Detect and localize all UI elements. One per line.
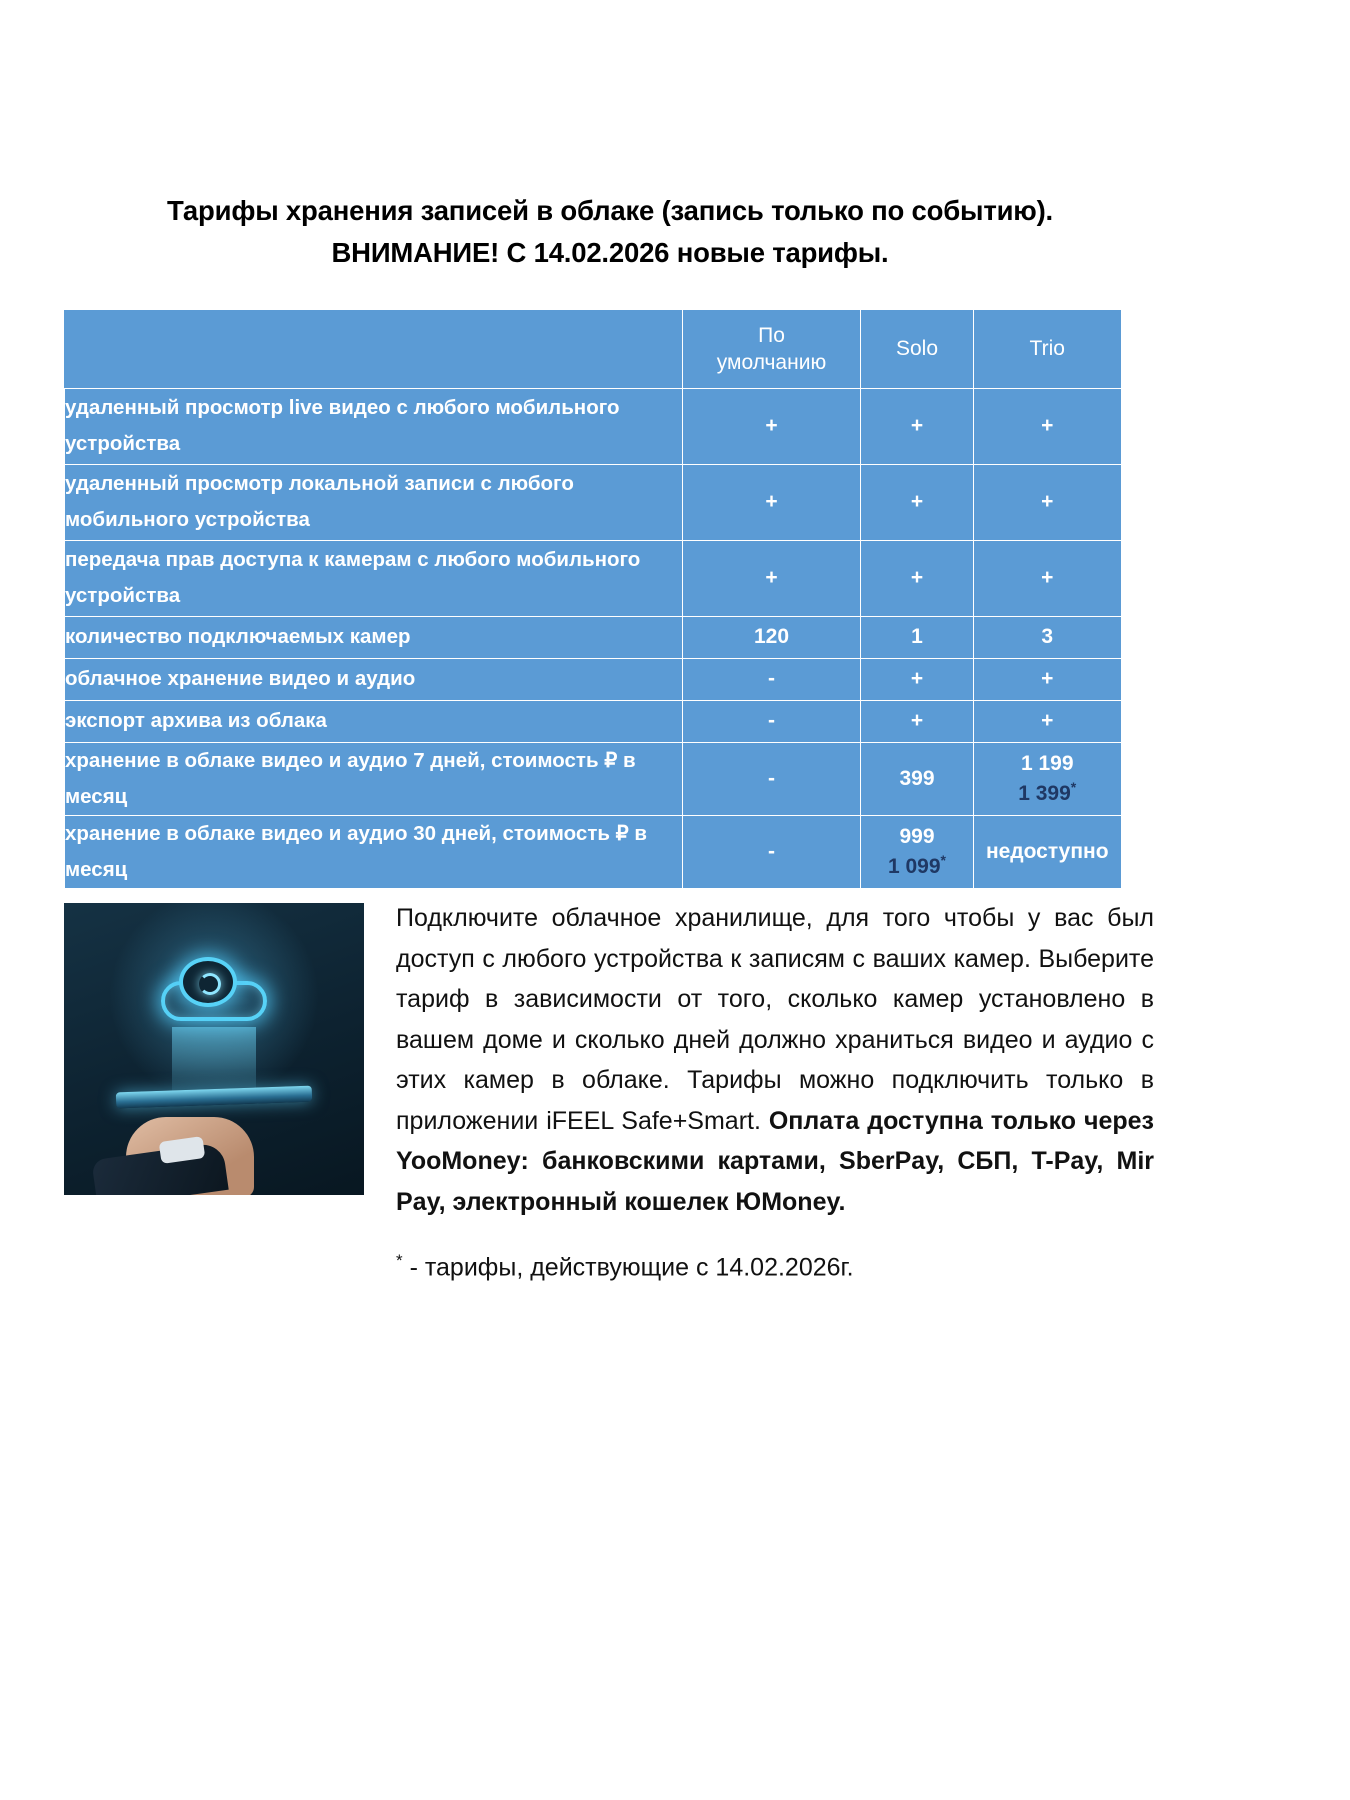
table-header-solo: Solo	[861, 310, 974, 388]
trio-price-current: 1 199	[1020, 751, 1074, 775]
page-title	[110, 190, 1110, 274]
table-row	[65, 540, 1121, 616]
row-feature-label: облачное хранение видео и аудио	[65, 658, 683, 700]
table-header-trio: Trio	[974, 310, 1121, 388]
page-title-line-1: Тарифы хранения записей в облаке (запись только по событию).	[167, 195, 1053, 226]
row-feature-label: экспорт архива из облака	[65, 700, 683, 742]
cloud-icon	[153, 955, 275, 1029]
row-value-trio: +	[974, 464, 1121, 540]
row-value-default: -	[683, 742, 861, 815]
description-paragraph	[396, 898, 1154, 1222]
row-value-trio: 3	[974, 616, 1121, 658]
row-value-solo: +	[861, 540, 974, 616]
row-value-default: 120	[683, 616, 861, 658]
row-feature-label: удаленный просмотр локальной записи с любого мобильного устройства	[65, 464, 683, 540]
table-header-blank	[65, 310, 683, 388]
table-header-default	[683, 310, 861, 388]
solo-price-new-value: 1 099	[887, 854, 941, 878]
row-value-solo: +	[861, 700, 974, 742]
table-header	[65, 310, 1121, 388]
row-value-default: +	[683, 388, 861, 464]
description-part-bold: Оплата доступна только через YooMoney: банковскими картами, SberPay, СБП, T-Pay, Mir Pay, электронный кошелек ЮMoney.	[396, 1106, 1154, 1216]
footnote	[396, 1241, 1154, 1287]
footnote-marker-icon: *	[1070, 778, 1077, 795]
tariff-table	[64, 310, 1121, 889]
row-value-solo: +	[861, 388, 974, 464]
row-value-solo: +	[861, 658, 974, 700]
row-value-trio: недоступно	[974, 815, 1121, 888]
row-value-solo	[861, 815, 974, 888]
row-value-solo: 1	[861, 616, 974, 658]
header-default-line2: умолчанию	[716, 350, 827, 374]
footnote-marker-icon: *	[940, 851, 946, 868]
row-value-default: +	[683, 464, 861, 540]
trio-price-new-value: 1 399	[1018, 781, 1071, 805]
row-value-solo: 399	[861, 742, 974, 815]
trio-price-new	[974, 779, 1121, 809]
table-row	[65, 815, 1121, 888]
table-row	[65, 700, 1121, 742]
solo-price-current: 999	[899, 824, 935, 848]
row-value-default: -	[683, 658, 861, 700]
row-value-trio	[974, 742, 1121, 815]
sync-arrow-icon	[199, 973, 221, 995]
row-value-trio: +	[974, 388, 1121, 464]
footnote-text: - тарифы, действующие с 14.02.2026г.	[402, 1253, 854, 1282]
table-row	[65, 616, 1121, 658]
row-feature-label: удаленный просмотр live видео с любого мобильного устройства	[65, 388, 683, 464]
row-value-default: -	[683, 815, 861, 888]
table-body	[65, 388, 1121, 888]
table-row	[65, 464, 1121, 540]
row-feature-label: хранение в облаке видео и аудио 30 дней, стоимость ₽ в месяц	[65, 815, 683, 888]
cloud-storage-photo	[64, 903, 364, 1195]
solo-price-new	[861, 852, 973, 882]
row-value-trio: +	[974, 700, 1121, 742]
table-row	[65, 658, 1121, 700]
table-row	[65, 742, 1121, 815]
description-part-normal: Подключите облачное хранилище, для того чтобы у вас был доступ с любого устройства к записям с ваших камер. Выберите тариф в зависимости от того, сколько камер установлено в вашем доме и сколько дней должно храниться видео и аудио с этих камер в облаке. Тарифы можно подключить только в приложении iFEEL Safe+Smart.	[396, 904, 1154, 1135]
row-value-default: -	[683, 700, 861, 742]
header-default-line1: По	[758, 323, 785, 347]
page-title-line-2: ВНИМАНИЕ! С 14.02.2026 новые тарифы.	[331, 237, 889, 268]
row-value-trio: +	[974, 540, 1121, 616]
row-feature-label: передача прав доступа к камерам с любого мобильного устройства	[65, 540, 683, 616]
table-row	[65, 388, 1121, 464]
row-value-default: +	[683, 540, 861, 616]
row-feature-label: хранение в облаке видео и аудио 7 дней, стоимость ₽ в месяц	[65, 742, 683, 815]
footnote-star-icon: *	[396, 1251, 403, 1270]
row-value-solo: +	[861, 464, 974, 540]
row-feature-label: количество подключаемых камер	[65, 616, 683, 658]
row-value-trio: +	[974, 658, 1121, 700]
table-header-row	[65, 310, 1121, 388]
